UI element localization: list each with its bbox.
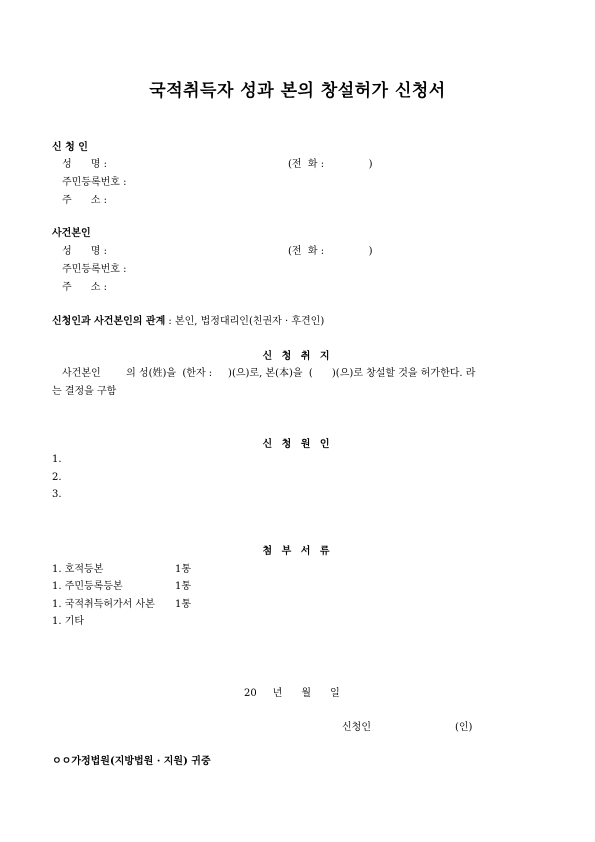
purpose-heading: 신 청 취 지 (262, 351, 333, 362)
attachment-item-2: 1. 주민등록등본 (52, 581, 123, 592)
attachment-item-4: 1. 기타 (52, 616, 85, 627)
cause-item-3: 3. (52, 489, 62, 500)
principal-heading: 사건본인 (52, 228, 91, 239)
attachment-count-3: 1통 (175, 599, 192, 610)
relation-value: : 본인, 법정대리인(친권자 · 후견인) (168, 316, 325, 327)
principal-phone: (전 화 : ) (288, 246, 373, 257)
attachment-count-1: 1통 (175, 564, 192, 575)
attachment-item-1: 1. 호적등본 (52, 564, 104, 575)
seal-mark: (인) (455, 722, 473, 733)
purpose-line-1: 사건본인 의 성(姓)을 (한자 : )(으)로, 본(本)을 ( )(으)로 창설할 것을 허가한다. 라 (62, 368, 476, 379)
principal-address-label: 주 소 : (62, 282, 107, 293)
applicant-address-label: 주 소 : (62, 195, 107, 206)
principal-rrn-label: 주민등록번호 : (62, 264, 127, 275)
applicant-heading: 신 청 인 (52, 142, 88, 153)
cause-item-1: 1. (52, 454, 62, 465)
cause-item-2: 2. (52, 472, 62, 483)
attachment-count-2: 1통 (175, 581, 192, 592)
attachment-item-3: 1. 국적취득허가서 사본 (52, 599, 155, 610)
applicant-phone: (전 화 : ) (288, 159, 373, 170)
applicant-rrn-label: 주민등록번호 : (62, 177, 127, 188)
cause-heading: 신 청 원 인 (262, 439, 333, 450)
relation-label: 신청인과 사건본인의 관계 (52, 316, 166, 327)
court-addressee: ㅇㅇ가정법원(지방법원 · 지원) 귀중 (52, 756, 211, 767)
applicant-name-label: 성 명 : (62, 159, 107, 170)
date-line: 20 년 월 일 (244, 688, 340, 699)
purpose-line-2: 는 결정을 구함 (52, 386, 117, 397)
signature-label: 신청인 (342, 722, 371, 733)
attachments-heading: 첨 부 서 류 (262, 546, 333, 557)
principal-name-label: 성 명 : (62, 246, 107, 257)
relation-line (52, 312, 324, 327)
document-title: 국적취득자 성과 본의 창설허가 신청서 (149, 81, 446, 101)
